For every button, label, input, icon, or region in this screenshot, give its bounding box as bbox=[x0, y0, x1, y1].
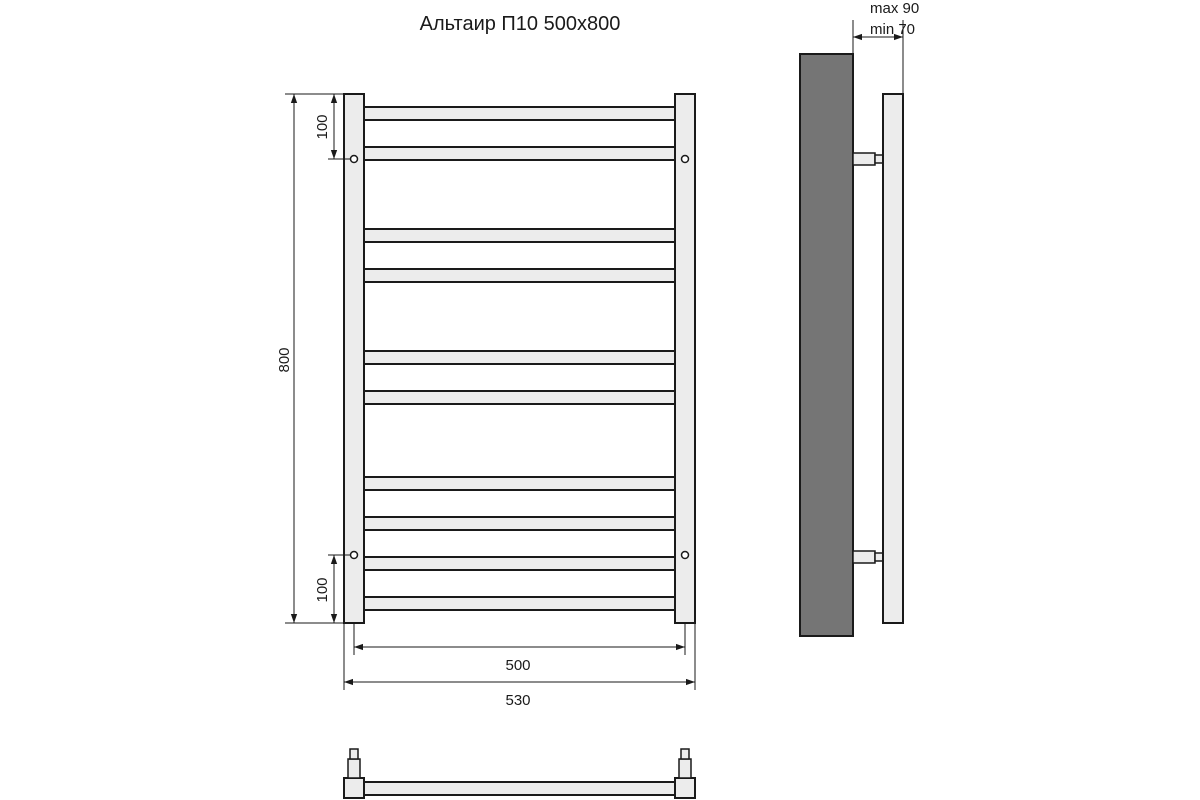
dimension-top-offset-label: 100 bbox=[314, 114, 331, 140]
side-view bbox=[800, 0, 919, 636]
crossbars bbox=[364, 107, 675, 610]
right-vertical-post bbox=[675, 94, 695, 623]
crossbar bbox=[364, 391, 675, 404]
top-view-right-fitting bbox=[679, 759, 691, 778]
top-view-right-post bbox=[675, 778, 695, 798]
top-view-right-fitting-tip bbox=[681, 749, 689, 759]
crossbar bbox=[364, 557, 675, 570]
mount-hole-top-right bbox=[682, 156, 689, 163]
dimension-wall-distance bbox=[853, 0, 919, 94]
wall-bracket-top-tip bbox=[875, 155, 883, 163]
crossbar bbox=[364, 147, 675, 160]
wall-bracket-bottom-tip bbox=[875, 553, 883, 561]
crossbar bbox=[364, 477, 675, 490]
side-rail bbox=[883, 94, 903, 623]
dimension-inner-width bbox=[354, 623, 685, 674]
crossbar bbox=[364, 517, 675, 530]
top-view bbox=[344, 749, 695, 798]
wall-section bbox=[800, 54, 853, 636]
wall-bracket-top bbox=[853, 153, 875, 165]
dimension-min-label: min 70 bbox=[870, 21, 916, 38]
mount-hole-top-left bbox=[351, 156, 358, 163]
crossbar bbox=[364, 107, 675, 120]
dimension-height bbox=[276, 94, 344, 623]
front-view bbox=[276, 94, 695, 709]
top-view-crossbar bbox=[360, 782, 680, 795]
top-view-left-fitting-tip bbox=[350, 749, 358, 759]
crossbar bbox=[364, 351, 675, 364]
top-view-left-post bbox=[344, 778, 364, 798]
dimension-max-label: max 90 bbox=[870, 0, 920, 17]
crossbar bbox=[364, 229, 675, 242]
dimension-outer-width-label: 530 bbox=[505, 692, 531, 709]
crossbar bbox=[364, 269, 675, 282]
mount-hole-bottom-left bbox=[351, 552, 358, 559]
left-vertical-post bbox=[344, 94, 364, 623]
dimension-height-label: 800 bbox=[276, 347, 293, 373]
top-view-left-fitting bbox=[348, 759, 360, 778]
dimension-inner-width-label: 500 bbox=[505, 657, 531, 674]
wall-bracket-bottom bbox=[853, 551, 875, 563]
crossbar bbox=[364, 597, 675, 610]
mount-hole-bottom-right bbox=[682, 552, 689, 559]
drawing-title: Альтаир П10 500x800 bbox=[419, 13, 621, 35]
dimension-bottom-offset-label: 100 bbox=[314, 577, 331, 603]
